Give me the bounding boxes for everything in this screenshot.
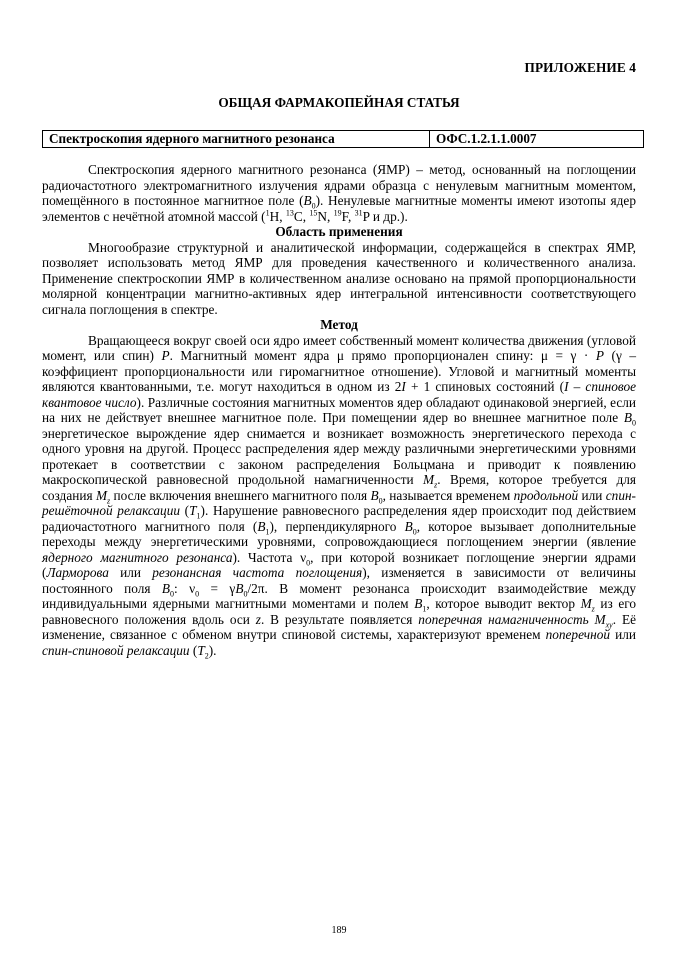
page-number: 189 [331,925,347,936]
article-code: ОФС.1.2.1.1.0007 [436,131,537,146]
section-heading-method: Метод [320,317,358,332]
article-title-box [42,130,644,148]
section-heading-scope: Область применения [275,224,403,239]
intro-paragraph: Спектроскопия ядерного магнитного резонанса (ЯМР) – метод, основанный на поглощении радиочастотного электромагнитного излучения ядрами образца с ненулевым магнитным моментом, помещённого в постоянное магнитное поле $(B_0)$. Ненулевые магнитные моменты имеют изотопы ядер элементов с нечётной атомной массой ($^1$H, $^{13}$C, $^{15}$N, $^{19}$F, $^{31}$P и др.). [42,162,636,224]
scope-paragraph: Многообразие структурной и аналитической информации, содержащейся в спектрах ЯМР, позволяет использовать метод ЯМР для проведения качественного и количественного анализа. Применение спектроскопии ЯМР в количественном анализе основано на прямой пропорциональности молярной концентрации магнитно-активных ядер интегральной интенсивности соответствующего сигнала поглощения в спектре. [42,239,636,317]
article-type-heading: ОБЩАЯ ФАРМАКОПЕЙНАЯ СТАТЬЯ [218,95,460,110]
method-paragraph: Вращающееся вокруг своей оси ядро имеет собственный момент количества движения (угловой момент, или спин) P. Магнитный момент ядра μ прямо пропорционален спину: μ = γ · P (γ – коэффициент пропорциональности или гиромагнитное отношение). Угловой и магнитный моменты являются квантованными, т.е. могут находиться в одном из 2I + 1 спиновых состояний (I – спиновое квантовое число). Различные состояния магнитных моментов ядер обладают одинаковой энергией, если на них не действует внешнее магнитное поле. При помещении ядер во внешнее магнитное поле $B_0$ энергетическое вырождение ядер снимается и возникает возможность энергетического перехода с одного уровня на другой. Процесс распределения ядер между различными энергетическими уровнями протекает в соответствии с законом распределения Больцмана и приводит к появлению макроскопической равновесной продольной намагниченности $M_z$. Время, которое требуется для создания $M_z$ после включения внешнего магнитного поля $B_0$, называется временем продольной или спин-решёточной релаксации $(T_1)$. Нарушение равновесного распределения ядер происходит под действием радиочастотного магнитного поля $(B_1)$, перпендикулярного $B_0$, которое вызывает дополнительные переходы между энергетическими уровнями, сопровождающиеся поглощением энергии (явление ядерного магнитного резонанса). Частота $\nu_0$, при которой возникает поглощение энергии ядрами (Ларморова или резонансная частота поглощения), изменяется в зависимости от величины постоянного поля $B_0$: $\nu_0 = \gamma B_0/2\pi$. В момент резонанса происходит взаимодействие между индивидуальными ядерными магнитными моментами и полем $B_1$, которое выводит вектор $M_z$ из его равновесного положения вдоль оси z. В результате появляется поперечная намагниченность $M_{xy}$. Её изменение, связанное с обменом внутри спиновой системы, характеризуют временем поперечной или спин-спиновой релаксации $(T_2)$. [42,332,637,661]
appendix-label: ПРИЛОЖЕНИЕ 4 [524,60,636,75]
article-title: Спектроскопия ядерного магнитного резонанса [43,131,430,147]
article-body [42,162,637,661]
